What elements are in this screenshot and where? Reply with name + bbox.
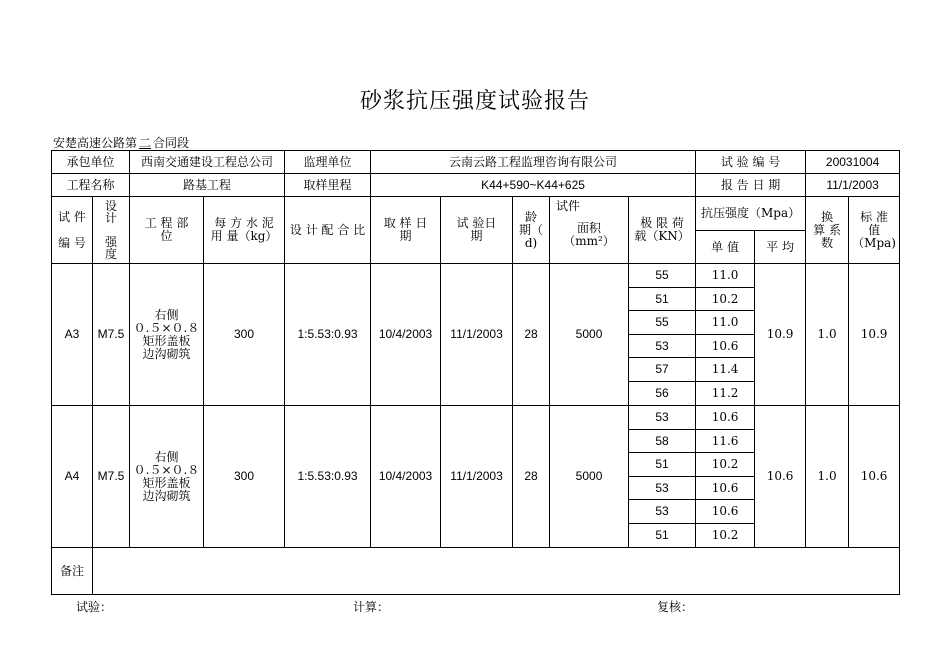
remarks-row — [52, 548, 900, 595]
header-standard-value: 标 准 值 （Mpa) — [849, 197, 900, 264]
test-number-label: 试 验 编 号 — [696, 151, 806, 174]
header-single-value: 单 值 — [696, 231, 755, 264]
conversion-factor: 1.0 — [806, 264, 849, 406]
single-strength: 11.2 — [696, 382, 755, 406]
average-strength: 10.9 — [755, 264, 806, 406]
header-age-days: 龄 期（ d) — [513, 197, 550, 264]
header-area-bottom: 面积 （mm²） — [563, 221, 615, 248]
supervisor-label: 监理单位 — [285, 151, 371, 174]
project-name-value: 路基工程 — [130, 174, 285, 197]
ultimate-load: 53 — [629, 477, 696, 500]
info-row-2 — [52, 174, 900, 197]
remarks-value — [93, 548, 900, 595]
report-table — [51, 150, 900, 595]
tester-signature-label: 试验： — [76, 600, 113, 614]
single-strength: 11.0 — [696, 264, 755, 288]
reviewer-signature-label: 复核： — [657, 600, 694, 614]
mix-ratio: 1:5.53:0.93 — [285, 406, 371, 548]
conversion-factor: 1.0 — [806, 406, 849, 548]
specimen-area: 5000 — [550, 264, 629, 406]
report-date-value: 11/1/2003 — [806, 174, 900, 197]
cement-amount: 300 — [204, 264, 285, 406]
sampling-date: 10/4/2003 — [371, 264, 441, 406]
ultimate-load: 55 — [629, 311, 696, 335]
test-number-value: 20031004 — [806, 151, 900, 174]
contract-section-line — [53, 134, 189, 151]
contractor-label: 承包单位 — [52, 151, 130, 174]
header-conversion-factor: 换 算 系 数 — [806, 197, 849, 264]
design-grade: M7.5 — [93, 406, 130, 548]
sampling-mileage-label: 取样里程 — [285, 174, 371, 197]
ultimate-load: 56 — [629, 382, 696, 406]
ultimate-load: 58 — [629, 430, 696, 453]
mix-ratio: 1:5.53:0.93 — [285, 264, 371, 406]
info-row-1 — [52, 151, 900, 174]
sampling-mileage-value: K44+590~K44+625 — [371, 174, 696, 197]
table-row — [52, 406, 900, 430]
header-row-1 — [52, 197, 900, 231]
single-strength: 10.2 — [696, 288, 755, 311]
subtitle-suffix: 合同段 — [153, 136, 190, 150]
single-strength: 10.6 — [696, 406, 755, 430]
single-strength: 10.2 — [696, 524, 755, 548]
contractor-value: 西南交通建设工程总公司 — [130, 151, 285, 174]
ultimate-load: 51 — [629, 524, 696, 548]
ultimate-load: 53 — [629, 335, 696, 358]
test-date: 11/1/2003 — [441, 406, 513, 548]
ultimate-load: 51 — [629, 453, 696, 477]
ultimate-load: 57 — [629, 358, 696, 382]
single-strength: 10.6 — [696, 335, 755, 358]
header-test-date: 试 验日 期 — [441, 197, 513, 264]
calculator-signature-label: 计算： — [353, 600, 390, 614]
ultimate-load: 53 — [629, 406, 696, 430]
project-name-label: 工程名称 — [52, 174, 130, 197]
header-cement-per-cubic: 每 方 水 泥 用 量（kg） — [204, 197, 285, 264]
age-days: 28 — [513, 264, 550, 406]
cement-amount: 300 — [204, 406, 285, 548]
report-date-label: 报 告 日 期 — [696, 174, 806, 197]
header-design-strength: 设 计 强 度 — [93, 197, 130, 264]
single-strength: 10.2 — [696, 453, 755, 477]
specimen-id: A4 — [52, 406, 93, 548]
single-strength: 11.0 — [696, 311, 755, 335]
header-specimen-id: 试 件 编 号 — [52, 197, 93, 264]
ultimate-load: 53 — [629, 500, 696, 524]
sampling-date: 10/4/2003 — [371, 406, 441, 548]
standard-value: 10.9 — [849, 264, 900, 406]
single-strength: 10.6 — [696, 477, 755, 500]
header-specimen-area — [550, 197, 629, 264]
subtitle-prefix: 安楚高速公路第 — [53, 136, 138, 150]
design-grade: M7.5 — [93, 264, 130, 406]
header-area-top: 试件 — [556, 199, 581, 213]
header-compressive-strength: 抗压强度（Mpa） — [696, 197, 806, 231]
single-strength: 11.6 — [696, 430, 755, 453]
ultimate-load: 51 — [629, 288, 696, 311]
header-ultimate-load: 极 限 荷 载（KN） — [629, 197, 696, 264]
standard-value: 10.6 — [849, 406, 900, 548]
test-date: 11/1/2003 — [441, 264, 513, 406]
header-mix-ratio: 设 计 配 合 比 — [285, 197, 371, 264]
header-structure-part: 工 程 部 位 — [130, 197, 204, 264]
contract-section-number: 二 — [139, 136, 152, 150]
single-strength: 10.6 — [696, 500, 755, 524]
structure-part: 右侧 ０.５×０.８ 矩形盖板 边沟砌筑 — [130, 406, 204, 548]
report-title: 砂浆抗压强度试验报告 — [359, 89, 590, 114]
structure-part: 右侧 ０.５×０.８ 矩形盖板 边沟砌筑 — [130, 264, 204, 406]
table-row — [52, 264, 900, 288]
single-strength: 11.4 — [696, 358, 755, 382]
specimen-area: 5000 — [550, 406, 629, 548]
header-sampling-date: 取 样 日 期 — [371, 197, 441, 264]
supervisor-value: 云南云路工程监理咨询有限公司 — [371, 151, 696, 174]
remarks-label: 备注 — [52, 548, 93, 595]
age-days: 28 — [513, 406, 550, 548]
specimen-id: A3 — [52, 264, 93, 406]
average-strength: 10.6 — [755, 406, 806, 548]
header-average: 平 均 — [755, 231, 806, 264]
ultimate-load: 55 — [629, 264, 696, 288]
